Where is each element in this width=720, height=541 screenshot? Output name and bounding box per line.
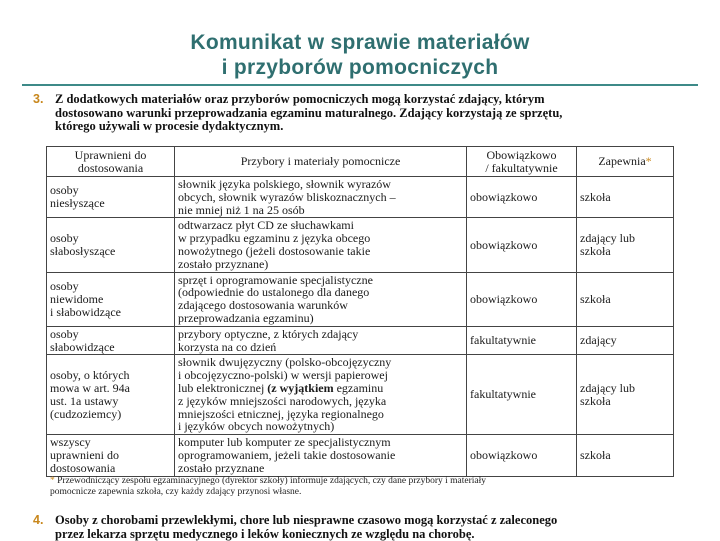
cell-provider — [577, 435, 674, 476]
cell-entitled — [47, 435, 175, 476]
point-3-number: 3. — [33, 93, 43, 107]
cell-line: (odpowiednie do ustalonego dla danego — [178, 286, 463, 299]
header-entitled — [47, 147, 175, 177]
cell-line: (cudzoziemcy) — [50, 408, 171, 421]
cell-line: wszyscy — [50, 436, 171, 449]
cell-line: i obcojęzyczno-polski) w wersji papierowej — [178, 369, 463, 382]
cell-line: ust. 1a ustawy — [50, 395, 171, 408]
cell-line: zostało przyznane — [178, 462, 463, 475]
cell-provider — [577, 218, 674, 272]
cell-line: korzysta na co dzień — [178, 341, 463, 354]
point-3-line: którego używali w procesie dydaktycznym. — [55, 120, 695, 134]
cell-line: szkoła — [580, 449, 670, 462]
cell-materials — [175, 355, 467, 435]
point-3-line: Z dodatkowych materiałów oraz przyborów pomocniczych mogą korzystać zdający, którym — [55, 93, 695, 107]
cell-line: zdający lub — [580, 382, 670, 395]
header-mode — [467, 147, 577, 177]
footnote-star: * — [50, 476, 55, 486]
footnote-text: Przewodniczący zespołu egzaminacyjnego (dyrektor szkoły) informuje zdających, czy dane przybory i materiały — [55, 476, 486, 486]
point-3-line: dostosowano warunki przeprowadzania egzaminu maturalnego. Zdający korzystają ze sprzętu, — [55, 107, 695, 121]
point-4-line: przez lekarza sprzętu medycznego i leków koniecznych ze względu na chorobę. — [55, 528, 695, 541]
cell-materials — [175, 326, 467, 355]
cell-line: uprawnieni do — [50, 449, 171, 462]
cell-line: niewidome — [50, 293, 171, 306]
cell-line: nie mniej niż 1 na 25 osób — [178, 204, 463, 217]
cell-line: słabosłyszące — [50, 245, 171, 258]
cell-line: zdający lub — [580, 232, 670, 245]
cell-mode: obowiązkowo — [467, 272, 577, 326]
title-underline — [22, 84, 698, 86]
cell-line: obcych, słownik wyrazów bliskoznacznych – — [178, 191, 463, 204]
header-mode-line: Obowiązkowo — [470, 149, 573, 162]
cell-materials — [175, 177, 467, 218]
cell-line: i słabowidzące — [50, 306, 171, 319]
cell-materials — [175, 218, 467, 272]
table-row — [47, 272, 674, 326]
cell-line: przeprowadzania egzaminu) — [178, 312, 463, 325]
cell-line: z języków mniejszości narodowych, języka — [178, 395, 463, 408]
cell-line: słownik języka polskiego, słownik wyrazów — [178, 178, 463, 191]
table-row — [47, 326, 674, 355]
cell-provider — [577, 177, 674, 218]
cell-line: osoby — [50, 232, 171, 245]
point-4-line: Osoby z chorobami przewlekłymi, chore lub niesprawne czasowo mogą korzystać z zaleconego — [55, 514, 695, 528]
cell-entitled — [47, 326, 175, 355]
cell-entitled — [47, 177, 175, 218]
cell-materials — [175, 435, 467, 476]
cell-entitled — [47, 272, 175, 326]
cell-mode: fakultatywnie — [467, 355, 577, 435]
cell-mode: fakultatywnie — [467, 326, 577, 355]
cell-line: dostosowania — [50, 462, 171, 475]
cell-line: niesłyszące — [50, 197, 171, 210]
cell-line: komputer lub komputer ze specjalistycznym — [178, 436, 463, 449]
table-header-row — [47, 147, 674, 177]
cell-entitled — [47, 218, 175, 272]
cell-mode: obowiązkowo — [467, 435, 577, 476]
cell-line: mniejszości etnicznej, języka regionalnego — [178, 408, 463, 421]
cell-line: osoby — [50, 328, 171, 341]
cell-entitled — [47, 355, 175, 435]
cell-provider — [577, 326, 674, 355]
header-provider-label: Zapewnia — [598, 154, 645, 168]
table-row — [47, 177, 674, 218]
cell-line: sprzęt i oprogramowanie specjalistyczne — [178, 274, 463, 287]
cell-line: szkoła — [580, 191, 670, 204]
header-entitled-line: Uprawnieni do — [50, 149, 171, 162]
page-title-line-1: Komunikat w sprawie materiałów — [0, 30, 720, 55]
cell-materials — [175, 272, 467, 326]
page-title — [0, 30, 720, 80]
footnote-line — [50, 476, 680, 487]
cell-line: i języków obcych nowożytnych) — [178, 420, 463, 433]
table-row — [47, 435, 674, 476]
cell-line: zostało przyznane) — [178, 258, 463, 271]
cell-line: osoby — [50, 184, 171, 197]
cell-line: słownik dwujęzyczny (polsko-obcojęzyczny — [178, 356, 463, 369]
materials-table — [46, 146, 674, 477]
cell-line: oprogramowaniem, jeżeli takie dostosowanie — [178, 449, 463, 462]
cell-line: szkoła — [580, 395, 670, 408]
cell-text-bold: (z wyjątkiem — [267, 381, 333, 395]
cell-line: zdającego dostosowania warunków — [178, 299, 463, 312]
cell-mode: obowiązkowo — [467, 218, 577, 272]
cell-text: egzaminu — [334, 381, 384, 395]
footnote — [50, 476, 680, 497]
cell-line: przybory optyczne, z których zdający — [178, 328, 463, 341]
point-4-number: 4. — [33, 514, 43, 528]
cell-line: słabowidzące — [50, 341, 171, 354]
cell-line — [178, 382, 463, 395]
point-4-text — [55, 514, 695, 541]
cell-line: osoby — [50, 280, 171, 293]
footnote-star: * — [646, 154, 652, 168]
cell-line: mowa w art. 94a — [50, 382, 171, 395]
table-row — [47, 355, 674, 435]
header-provider — [577, 147, 674, 177]
cell-provider — [577, 355, 674, 435]
header-mode-line: / fakultatywnie — [470, 162, 573, 175]
cell-line: odtwarzacz płyt CD ze słuchawkami — [178, 219, 463, 232]
cell-line: szkoła — [580, 293, 670, 306]
cell-provider — [577, 272, 674, 326]
page-title-line-2: i przyborów pomocniczych — [0, 55, 720, 80]
cell-line: osoby, o których — [50, 369, 171, 382]
cell-line: zdający — [580, 334, 670, 347]
footnote-line: pomocnicze zapewnia szkoła, czy każdy zdający przynosi własne. — [50, 487, 680, 498]
table-row — [47, 218, 674, 272]
header-entitled-line: dostosowania — [50, 162, 171, 175]
point-3-text — [55, 93, 695, 134]
cell-mode: obowiązkowo — [467, 177, 577, 218]
header-materials: Przybory i materiały pomocnicze — [175, 147, 467, 177]
cell-line: nowożytnego (jeżeli dostosowanie takie — [178, 245, 463, 258]
cell-line: szkoła — [580, 245, 670, 258]
cell-text: lub elektronicznej — [178, 381, 267, 395]
cell-line: w przypadku egzaminu z języka obcego — [178, 232, 463, 245]
